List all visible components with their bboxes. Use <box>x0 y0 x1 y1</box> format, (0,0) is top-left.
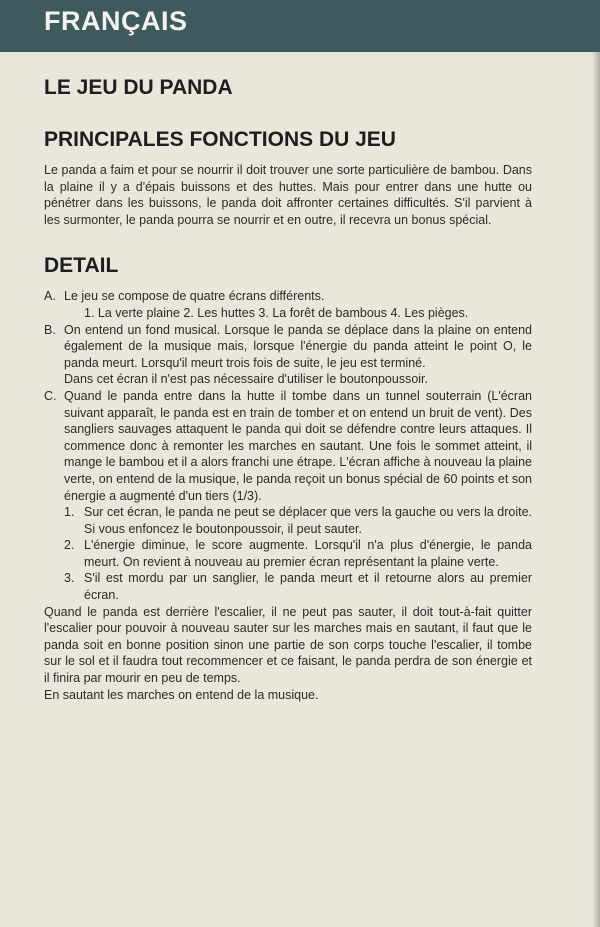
content <box>44 70 532 703</box>
sub-text: L'énergie diminue, le score augmente. Lorsqu'il n'a plus d'énergie, le panda meurt. On revient à nouveau au premier écran représentant la plaine verte. <box>84 538 532 569</box>
list-item <box>64 570 532 603</box>
sub-marker: 2. <box>64 538 75 553</box>
detail-item-a <box>44 288 532 321</box>
header-bar <box>0 0 600 52</box>
detail-c-text: Quand le panda entre dans la hutte il tombe dans un tunnel souterrain (L'écran suivant apparaît, le panda est en train de tomber et on entend un bruit de vent). Des sangliers sauvages attaquent le panda qui doit se défendre contre leurs attaques. Il commence donc à remonter les marches en sautant. Une fois le sommet atteint, il mange le bambou et il a alors franchi une étrape. L'écran affiche à nouveau la plaine verte, on entend de la musique, le panda reçoit un bonus spécial de 60 points et son énergie a augmenté d'un tiers (1/3). <box>64 388 532 503</box>
language-label: FRANÇAIS <box>44 6 188 36</box>
sub-marker: 1. <box>64 505 75 520</box>
principales-text: Le panda a faim et pour se nourrir il doit trouver une sorte particulière de bambou. Dans la plaine il y a d'épais buissons et des huttes. Mais pour entrer dans une hutte ou pénétrer dans les buissons, le panda doit affronter certaines difficultés. S'il parvient à les surmonter, le panda pourra se nourrir et en outre, il recevra un bonus spécial. <box>44 163 532 227</box>
closing-text: Quand le panda est derrière l'escalier, il ne peut pas sauter, il doit tout-à-fait quitter l'escalier pour pouvoir à nouveau sauter sur les marches mais en sautant, il faut que le panda soit en bonne position sinon une partie de son corps touche l'escalier, il tombe sur le sol et il faudra tout recommencer et ce faisant, le panda perdra de son énergie et il finira par mourir en peu de temps. <box>44 604 532 686</box>
detail-a-screens: 1. La verte plaine 2. Les huttes 3. La forêt de bambous 4. Les pièges. <box>84 305 469 320</box>
detail-list <box>44 288 532 603</box>
sub-marker: 3. <box>64 571 75 586</box>
list-item <box>64 504 532 537</box>
detail-heading: DETAIL <box>44 254 119 278</box>
page-edge-shadow <box>592 52 600 927</box>
detail-marker-b: B. <box>44 322 56 337</box>
final-text: En sautant les marches on entend de la musique. <box>44 687 319 702</box>
sub-text: S'il est mordu par un sanglier, le panda meurt et il retourne alors au premier écran. <box>84 571 532 603</box>
detail-marker-a: A. <box>44 289 56 304</box>
sub-text: Sur cet écran, le panda ne peut se déplacer que vers la gauche ou vers la droite. Si vous enfoncez le boutonpoussoir, il peut sauter. <box>84 505 532 536</box>
list-item <box>64 537 532 570</box>
detail-b-text: On entend un fond musical. Lorsque le panda se déplace dans la plaine on entend également de la musique mais, lorsque l'énergie du panda atteint le point O, le panda meurt. Lorsqu'il meurt trois fois de suite, le jeu est terminé. <box>64 322 532 370</box>
principales-heading: PRINCIPALES FONCTIONS DU JEU <box>44 128 396 151</box>
detail-c-sublist <box>64 504 532 604</box>
detail-a-text: Le jeu se compose de quatre écrans différents. <box>64 289 325 304</box>
detail-item-b <box>44 322 532 388</box>
detail-b-note: Dans cet écran il n'est pas nécessaire d'utiliser le boutonpoussoir. <box>64 372 429 387</box>
detail-marker-c: C. <box>44 388 57 403</box>
page-title: LE JEU DU PANDA <box>44 76 233 99</box>
detail-item-c <box>44 388 532 604</box>
